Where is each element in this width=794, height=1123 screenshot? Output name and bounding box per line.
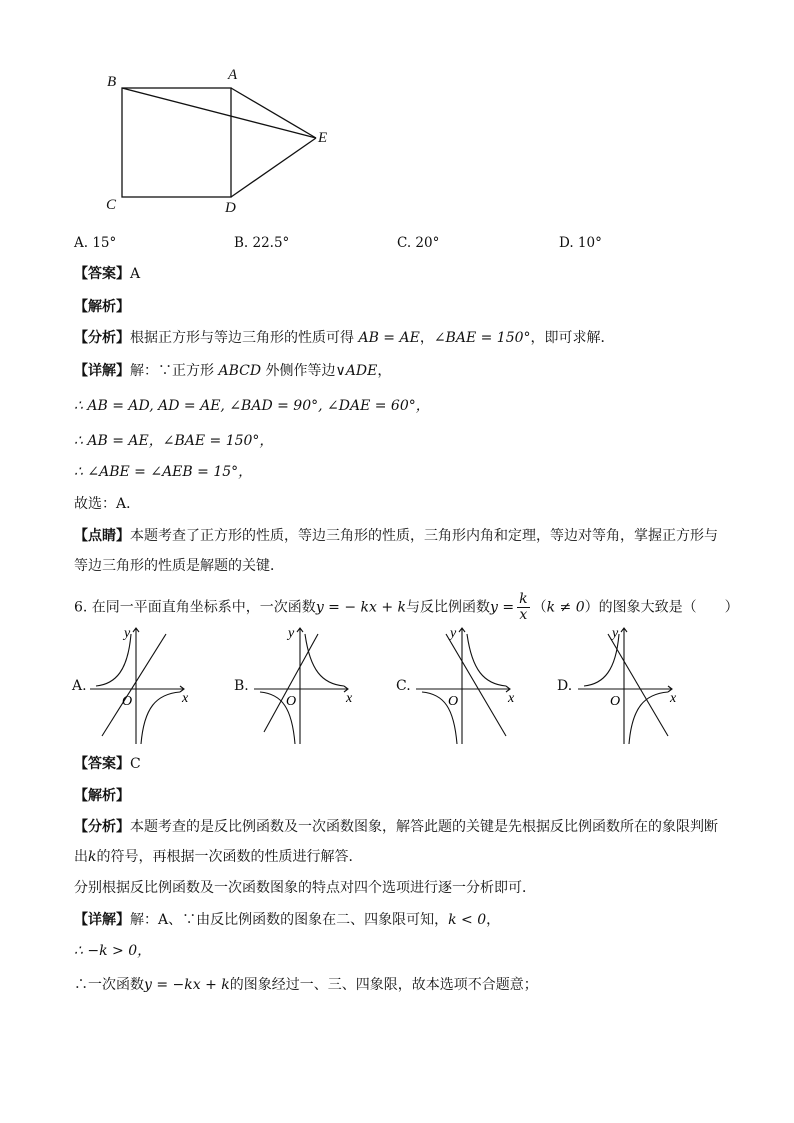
q5-fenxi-text-2: ，即可求解． [530,330,615,346]
q6-fenxi-text-2a: 出 [74,849,88,865]
q6-fenxi-text-2b: 的符号，再根据一次函数的性质进行解答． [96,849,363,865]
label-d: D [225,200,236,216]
q6-xiangjie-tag: 【详解】 [74,912,130,928]
q6-d-axis-o: O [610,694,621,709]
q6-stem-text-4: ）的图象大致是（ ） [584,599,739,616]
q6-stem [74,592,739,623]
q5-answer-value: A [130,266,141,282]
q5-dianjing-tag: 【点睛】 [74,528,130,544]
q6-xiangjie-text-2: ， [486,912,501,928]
q6-step-2b: 的图象经过一、三、四象限，故本选项不合题意； [229,977,538,993]
q5-dianjing-text-1: 本题考查了正方形的性质，等边三角形的性质，三角形内角和定理，等边对等角，掌握正方形与 [130,528,718,544]
q5-option-d: D. 10° [559,235,602,251]
square-abcd [122,88,231,197]
q6-stem-text-1: 6. 在同一平面直角坐标系中，一次函数 [74,599,316,616]
q5-dianjing-1 [74,526,718,546]
q6-graph-b [252,620,362,750]
q5-xiangjie-tag: 【详解】 [74,363,130,379]
q5-xiangjie [74,361,391,381]
q5-xiangjie-text-3: ， [377,363,392,379]
q5-fenxi-sep: ， [419,330,434,346]
q5-step-3: ∴ ∠ABE = ∠AEB = 15°， [74,464,253,480]
label-b: B [107,74,117,90]
geometry-figure [0,0,794,230]
q6-stem-math-3: k ≠ 0 [546,599,585,616]
q6-d-axis-x: x [670,691,677,706]
q6-step-2a: ∴一次函数 [74,977,144,993]
q6-b-axis-x: x [346,691,353,706]
label-c: C [106,197,117,213]
q6-frac-den: x [519,607,528,623]
q5-fenxi [74,328,615,348]
q5-fenxi-tag: 【分析】 [74,330,130,346]
segment-be [122,88,316,138]
q5-option-a: A. 15° [74,235,117,251]
q5-answer-tag: 【答案】 [74,266,130,282]
q5-option-b: B. 22.5° [234,235,290,251]
q5-answer [74,264,140,284]
q6-option-d: D. [557,678,573,694]
q5-xiangjie-math-2: ∨ADE [335,363,378,379]
q5-fenxi-text-1: 根据正方形与等边三角形的性质可得 [130,330,354,346]
q6-fenxi-text-1: 本题考查的是反比例函数及一次函数图象，解答此题的关键是先根据反比例函数所在的象限判断 [130,819,718,835]
q6-xiangjie-math-1: k < 0 [448,912,487,928]
q6-d-axis-y: y [612,626,619,641]
segment-de [231,138,316,197]
q6-stem-text-3: （ [532,599,547,616]
q5-xiangjie-text-1: 解：∵正方形 [130,363,214,379]
q6-b-axis-o: O [286,694,297,709]
q6-frac-num: k [519,591,528,607]
q6-xiangjie-text-1: 解：A、∵由反比例函数的图象在二、四象限可知， [130,912,449,928]
q6-a-axis-o: O [122,694,133,709]
q6-a-axis-x: x [182,691,189,706]
segment-ae [231,88,316,138]
q5-dianjing-2: 等边三角形的性质是解题的关键． [74,558,284,574]
q6-option-b: B. [234,678,249,694]
q6-c-axis-o: O [448,694,459,709]
q6-graph-d [576,620,686,750]
q6-answer-value: C [130,756,141,772]
q6-fenxi-2 [74,847,362,867]
q5-option-c: C. 20° [397,235,440,251]
q5-step-1: ∴ AB = AD, AD = AE, ∠BAD = 90°, ∠DAE = 60°， [74,398,430,414]
q6-option-c: C. [396,678,411,694]
q6-fenxi-tag: 【分析】 [74,819,130,835]
q6-c-axis-y: y [450,626,457,641]
q6-b-axis-y: y [288,626,295,641]
q5-choose: 故选：A． [74,496,141,512]
q6-step-2-math: y = −kx + k [144,977,230,993]
q6-stem-math-2: y = [490,599,515,616]
q6-fraction [517,592,529,623]
q6-fenxi-math: k [88,849,97,865]
q6-analysis-header: 【解析】 [74,788,130,804]
q6-fenxi-1 [74,817,718,837]
q5-fenxi-math-2: ∠BAE = 150° [433,330,531,346]
q6-xiangjie [74,910,500,930]
q5-fenxi-math-1: AB = AE [358,330,420,346]
q5-analysis-header: 【解析】 [74,299,130,315]
q6-answer [74,754,141,774]
q6-stem-math-1: y = − kx + k [315,599,407,616]
q6-graph-c [414,620,524,750]
label-e: E [318,130,328,146]
q6-step-2 [74,975,538,995]
q6-step-1: ∴ −k > 0， [74,943,152,959]
q6-answer-tag: 【答案】 [74,756,130,772]
q6-option-a: A. [72,678,87,694]
q6-a-axis-y: y [124,626,131,641]
q6-graph-a [88,620,198,750]
q6-fenxi-3: 分别根据反比例函数及一次函数图象的特点对四个选项进行逐一分析即可． [74,880,536,896]
q6-c-axis-x: x [508,691,515,706]
q5-xiangjie-math-1: ABCD [218,363,262,379]
label-a: A [228,67,238,83]
q5-step-2: ∴ AB = AE，∠BAE = 150°， [74,433,274,449]
q5-xiangjie-text-2: 外侧作等边 [265,363,336,379]
q6-stem-text-2: 与反比例函数 [406,599,491,616]
